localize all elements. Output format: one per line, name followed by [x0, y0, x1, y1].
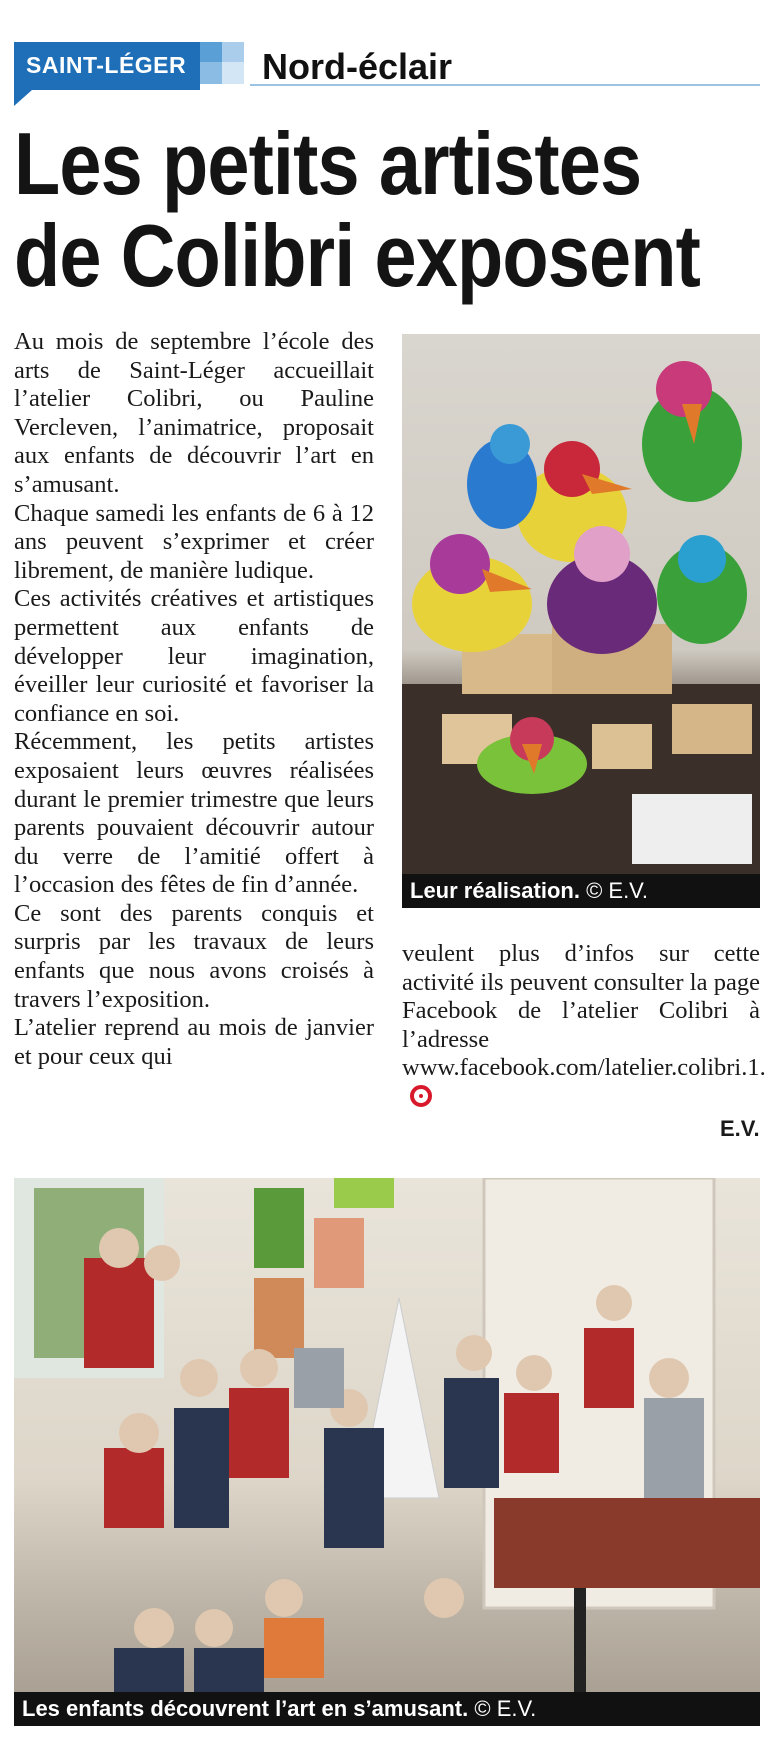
end-mark-icon — [410, 1085, 432, 1107]
paragraph: Au mois de septembre l’école des arts de Saint-Léger accueillait l’atelier Colibri, ou Pauline Vercleven, l’animatrice, proposait aux enfants de découvrir l’art en s’amusant. — [14, 328, 374, 498]
byline: E.V. — [720, 1116, 760, 1141]
bird-4 — [412, 534, 532, 652]
section-tag-label: SAINT-LÉGER — [26, 52, 187, 78]
photo-caption — [14, 1692, 760, 1726]
headline-line-2: de Colibri exposent — [14, 206, 700, 305]
photo-children — [14, 1178, 760, 1726]
paragraph: Récemment, les petits artistes exposaient leurs œuvres réalisées durant le premier trimestre que leurs parents pouvaient découvrir autour du verre de l’amitié offert à l’occasion des fêtes de fin d’année. — [14, 728, 374, 899]
paragraph-text: veulent plus d’infos sur cette activité ils peuvent consulter la page Facebook de l’atelier Colibri à l’adresse www.facebook.com/latelier.colibri.1. — [402, 940, 766, 1082]
children-group-illustration — [14, 1178, 760, 1726]
section-tag-blocks — [200, 42, 250, 84]
article-body-left — [14, 328, 374, 1071]
bird-artworks-illustration — [402, 334, 760, 908]
bird-6 — [657, 535, 747, 644]
section-tag-tail — [14, 90, 32, 106]
masthead: Nord-éclair — [262, 46, 453, 87]
paragraph: Ces activités créatives et artistiques permettent aux enfants de développer leur imagination, éveiller leur curiosité et favoriser la confiance en soi. — [14, 585, 374, 727]
headline — [14, 114, 700, 305]
caption-credit: © E.V. — [586, 878, 648, 903]
bird-1 — [642, 361, 742, 502]
paragraph: Ce sont des parents conquis et surpris par les travaux de leurs enfants que nous avons croisés à travers l’exposition. — [14, 899, 374, 1013]
caption-title: Leur réalisation. — [410, 878, 580, 903]
caption-credit: © E.V. — [474, 1696, 537, 1721]
paragraph: Chaque samedi les enfants de 6 à 12 ans peuvent s’exprimer et créer librement, de manière ludique. — [14, 499, 374, 584]
headline-line-1: Les petits artistes — [14, 114, 642, 213]
paragraph: L’atelier reprend au mois de janvier et pour ceux qui — [14, 1014, 374, 1070]
caption-title: Les enfants découvrent l’art en s’amusant. — [22, 1696, 469, 1721]
bird-3 — [467, 424, 537, 529]
photo-artworks — [402, 334, 760, 908]
paragraph-continued — [402, 940, 766, 1112]
photo-caption — [402, 874, 760, 908]
article-body-right — [402, 940, 766, 1112]
